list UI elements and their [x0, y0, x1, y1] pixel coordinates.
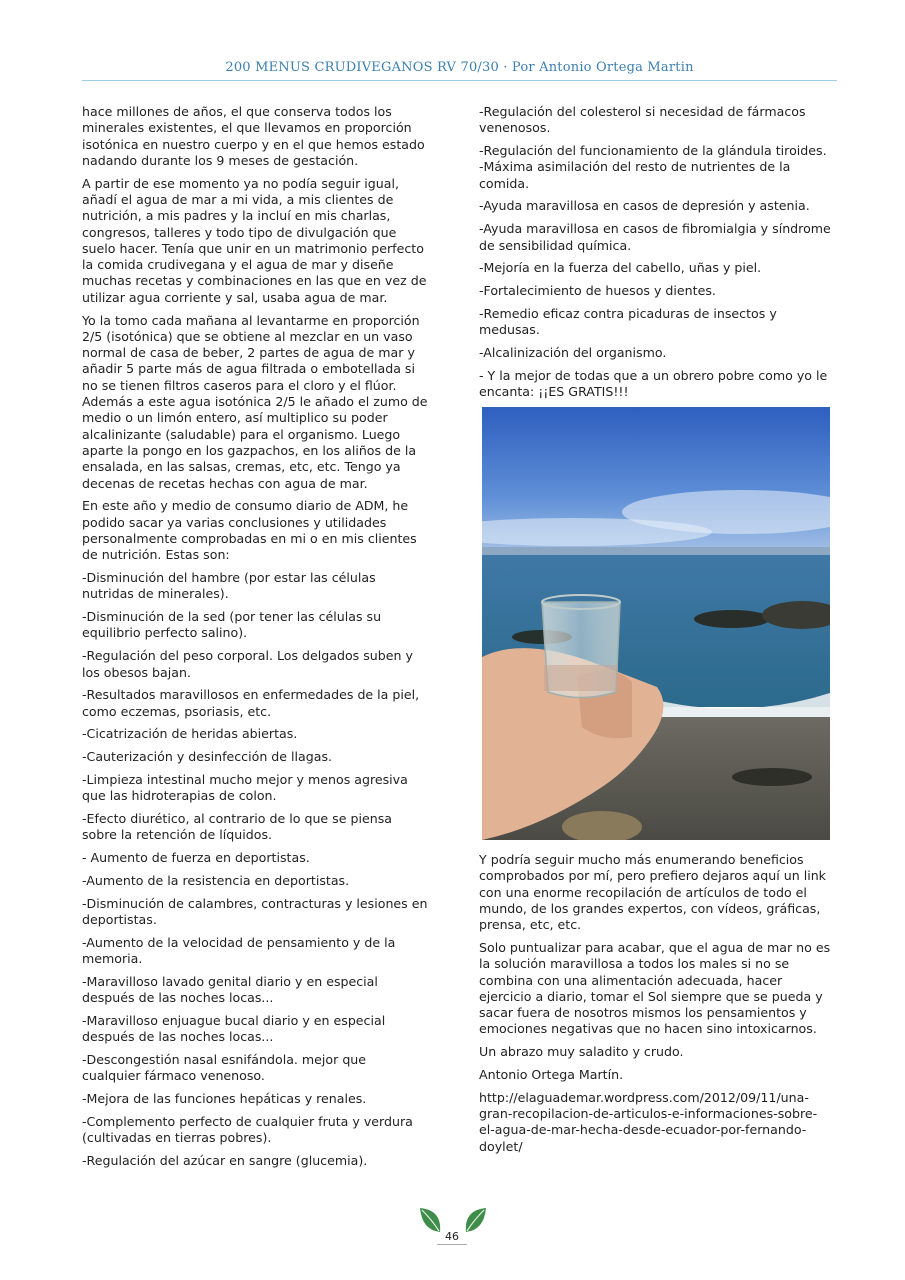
paragraph: En este año y medio de consumo diario de ADM, he podido sacar ya varias conclusiones y utilidades personalmente comprobadas en mi o en mis clientes de nutrición. Estas son: — [82, 498, 417, 563]
benefit-item: -Ayuda maravillosa en casos de fibromialgia y síndrome de sensibilidad química. — [479, 221, 831, 253]
sea-water-glass-photo — [482, 407, 830, 840]
paragraph: Solo puntualizar para acabar, que el agua de mar no es la solución maravillosa a todos los males si no se combina con una alimentación adecuada, hacer ejercicio a diario, tomar el Sol siempre que se pueda y sacar fuera de nosotros mismos los pensamientos y emociones negativas que no hacen sino intoxicarnos. — [479, 939, 831, 1037]
benefit-item: -Regulación del funcionamiento de la glándula tiroides. -Máxima asimilación del resto de nutrientes de la comida. — [479, 143, 827, 191]
paragraph: Yo la tomo cada mañana al levantarme en proporción 2/5 (isotónica) que se obtiene al mezclar en un vaso normal de casa de beber, 2 partes de agua de mar y añadir 5 parte más de agua filtrada o embotellada si no se tienen filtros caseros para el cloro y el flúor. Además a este agua isotónica 2/5 le añado el zumo de medio o un limón entero, así multiplico su poder alcalinizante (saludable) para el organismo. Luego aparte la pongo en los gazpachos, en los aliños de la ensalada, en las salsas, cremas, etc, etc. Tengo ya decenas de recetas hechas con agua de mar. — [82, 312, 428, 491]
benefit-item: -Regulación del peso corporal. Los delgados suben y los obesos bajan. — [82, 648, 413, 680]
left-column — [82, 104, 428, 1176]
benefit-item: -Aumento de la resistencia en deportistas. — [82, 872, 350, 888]
benefit-item: -Remedio eficaz contra picaduras de insectos y medusas. — [479, 305, 777, 338]
paragraph: A partir de ese momento ya no podía seguir igual, añadí el agua de mar a mi vida, a mis clientes de nutrición, a mis padres y la incluí en mis charlas, congresos, talleres y todo tipo de divulgación que suelo hacer. Tenía que unir en un matrimonio perfecto la comida crudivegana y el agua de mar y diseñe muchas recetas y combinaciones en las que en vez de utilizar agua corriente y sal, usaba agua de mar. — [82, 175, 427, 305]
right-column — [479, 104, 831, 1162]
benefit-item: -Aumento de la velocidad de pensamiento y de la memoria. — [82, 934, 396, 967]
benefit-item: - Aumento de fuerza en deportistas. — [82, 850, 310, 866]
benefit-item: -Regulación del colesterol si necesidad de fármacos venenosos. — [479, 104, 806, 136]
benefit-item: -Fortalecimiento de huesos y dientes. — [479, 283, 716, 299]
benefit-item: -Cauterización y desinfección de llagas. — [82, 749, 333, 765]
benefit-item: -Disminución de calambres, contracturas y lesiones en deportistas. — [82, 895, 428, 928]
benefit-item: -Limpieza intestinal mucho mejor y menos agresiva que las hidroterapias de colon. — [82, 771, 408, 804]
benefit-item: -Efecto diurético, al contrario de lo que se piensa sobre la retención de líquidos. — [82, 811, 392, 843]
footer-divider — [437, 1244, 467, 1245]
paragraph: Y podría seguir mucho más enumerando beneficios comprobados por mí, pero prefiero dejaros aquí un link con una enorme recopilación de artículos de todo el mundo, de los grandes expertos, con vídeos, gráficas, prensa, etc, etc. — [479, 851, 826, 933]
benefit-item: -Maravilloso lavado genital diario y en especial después de las noches locas... — [82, 973, 378, 1006]
paragraph: hace millones de años, el que conserva todos los minerales existentes, el que llevamos en proporción isotónica en nuestro cuerpo y en el que hemos estado nadando durante los 9 meses de gestación. — [82, 104, 425, 168]
benefit-item: -Descongestión nasal esnifándola. mejor que cualquier fármaco venenoso. — [82, 1052, 367, 1084]
page-number: 46 — [445, 1230, 459, 1243]
benefit-item: -Complemento perfecto de cualquier fruta y verdura (cultivadas en tierras pobres). — [82, 1114, 413, 1146]
benefit-item: -Cicatrización de heridas abiertas. — [82, 726, 298, 742]
benefit-item: -Maravilloso enjuague bucal diario y en especial después de las noches locas... — [82, 1013, 386, 1045]
benefit-item: -Ayuda maravillosa en casos de depresión y astenia. — [479, 198, 810, 214]
benefit-item: -Disminución de la sed (por tener las células su equilibrio perfecto salino). — [82, 609, 382, 641]
benefit-item: -Mejora de las funciones hepáticas y renales. — [82, 1091, 367, 1107]
closing-line: Un abrazo muy saladito y crudo. — [479, 1044, 684, 1060]
benefit-item: -Alcalinización del organismo. — [479, 345, 667, 361]
benefit-item: -Mejoría en la fuerza del cabello, uñas y piel. — [479, 260, 762, 276]
benefit-item: - Y la mejor de todas que a un obrero pobre como yo le encanta: ¡¡ES GRATIS!!! — [479, 367, 828, 400]
author-signature: Antonio Ortega Martín. — [479, 1067, 624, 1083]
page-header: 200 MENUS CRUDIVEGANOS RV 70/30 · Por Antonio Ortega Martin — [82, 60, 837, 81]
benefit-item: -Disminución del hambre (por estar las células nutridas de minerales). — [82, 570, 376, 602]
benefit-item: -Resultados maravillosos en enfermedades de la piel, como eczemas, psoriasis, etc. — [82, 687, 420, 719]
benefit-item: -Regulación del azúcar en sangre (glucemia). — [82, 1153, 368, 1169]
source-link[interactable]: http://elaguademar.wordpress.com/2012/09/11/una-gran-recopilacion-de-articulos-e-informaciones-sobre-el-agua-de-mar-hecha-desde-ecuador-por-fernando-doylet/ — [479, 1089, 818, 1154]
